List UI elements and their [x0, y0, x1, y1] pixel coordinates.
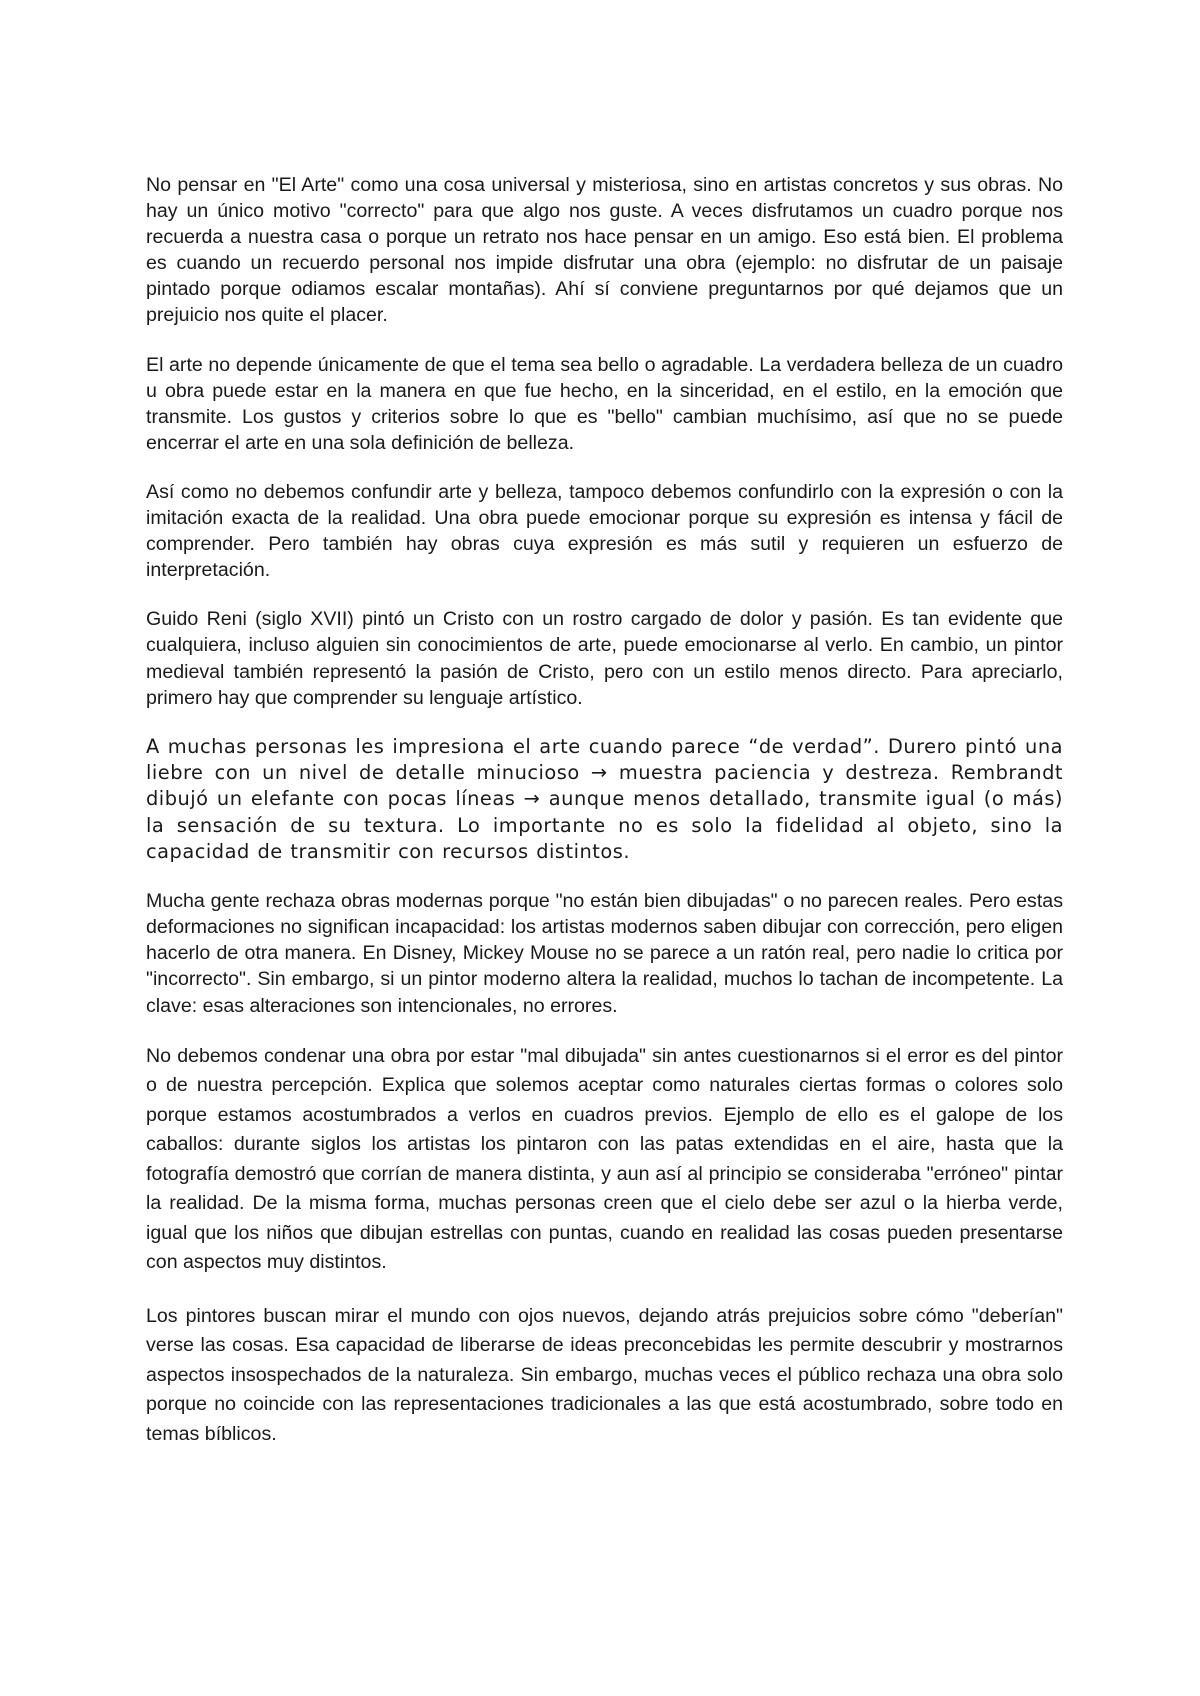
paragraph-2: El arte no depende únicamente de que el tema sea bello o agradable. La verdadera belleza de un cuadro u obra puede estar en la manera en que fue hecho, en la sinceridad, en el estilo, en la emoción que transmite. Los gustos y criterios sobre lo que es "bello" cambian muchísimo, así que no se puede encerrar el arte en una sola definición de belleza. — [146, 353, 1063, 454]
paragraph-6: Mucha gente rechaza obras modernas porque "no están bien dibujadas" o no parecen reales. Pero estas deformaciones no significan incapacidad: los artistas modernos saben dibujar con corrección, pero eligen hacerlo de otra manera. En Disney, Mickey Mouse no se parece a un ratón real, pero nadie lo critica por "incorrecto". Sin embargo, si un pintor moderno altera la realidad, muchos lo tachan de incompetente. La clave: esas alteraciones son intencionales, no errores. — [146, 890, 1063, 1017]
paragraph-1: No pensar en "El Arte" como una cosa universal y misteriosa, sino en artistas concretos y sus obras. No hay un único motivo "correcto" para que algo nos guste. A veces disfrutamos un cuadro porque nos recuerda a nuestra casa o porque un retrato nos hace pensar en un amigo. Eso está bien. El problema es cuando un recuerdo personal nos impide disfrutar una obra (ejemplo: no disfrutar de un paisaje pintado porque odiamos escalar montañas). Ahí sí conviene preguntarnos por qué dejamos que un prejuicio nos quite el placer. — [146, 174, 1063, 327]
document-page — [146, 172, 1063, 1472]
paragraph-3: Así como no debemos confundir arte y belleza, tampoco debemos confundirlo con la expresión o con la imitación exacta de la realidad. Una obra puede emocionar porque su expresión es intensa y fácil de comprender. Pero también hay obras cuya expresión es más sutil y requieren un esfuerzo de interpretación. — [146, 480, 1063, 582]
paragraph-4: Guido Reni (siglo XVII) pintó un Cristo con un rostro cargado de dolor y pasión. Es tan evidente que cualquiera, incluso alguien sin conocimientos de arte, puede emocionarse al verlo. En cambio, un pintor medieval también representó la pasión de Cristo, pero con un estilo menos directo. Para apreciarlo, primero hay que comprender su lenguaje artístico. — [146, 608, 1063, 709]
paragraph-7: No debemos condenar una obra por estar "mal dibujada" sin antes cuestionarnos si el error es del pintor o de nuestra percepción. Explica que solemos aceptar como naturales ciertas formas o colores solo porque estamos acostumbrados a verlos en cuadros previos. Ejemplo de ello es el galope de los caballos: durante siglos los artistas los pintaron con las patas extendidas en el aire, hasta que la fotografía demostró que corrían de manera distinta, y aun así al principio se consideraba "erróneo" pintar la realidad. De la misma forma, muchas personas creen que el cielo debe ser azul o la hierba verde, igual que los niños que dibujan estrellas con puntas, cuando en realidad las cosas pueden presentarse con aspectos muy distintos. — [146, 1044, 1063, 1274]
paragraph-5: A muchas personas les impresiona el arte cuando parece “de verdad”. Durero pintó una liebre con un nivel de detalle minucioso → muestra paciencia y destreza. Rembrandt dibujó un elefante con pocas líneas → aunque menos detallado, transmite igual (o más) la sensación de su textura. Lo importante no es solo la fidelidad al objeto, sino la capacidad de transmitir con recursos distintos. — [146, 734, 1063, 863]
paragraph-8: Los pintores buscan mirar el mundo con ojos nuevos, dejando atrás prejuicios sobre cómo "deberían" verse las cosas. Esa capacidad de liberarse de ideas preconcebidas les permite descubrir y mostrarnos aspectos insospechados de la naturaleza. Sin embargo, muchas veces el público rechaza una obra solo porque no coincide con las representaciones tradicionales a las que está acostumbrado, sobre todo en temas bíblicos. — [146, 1304, 1063, 1445]
